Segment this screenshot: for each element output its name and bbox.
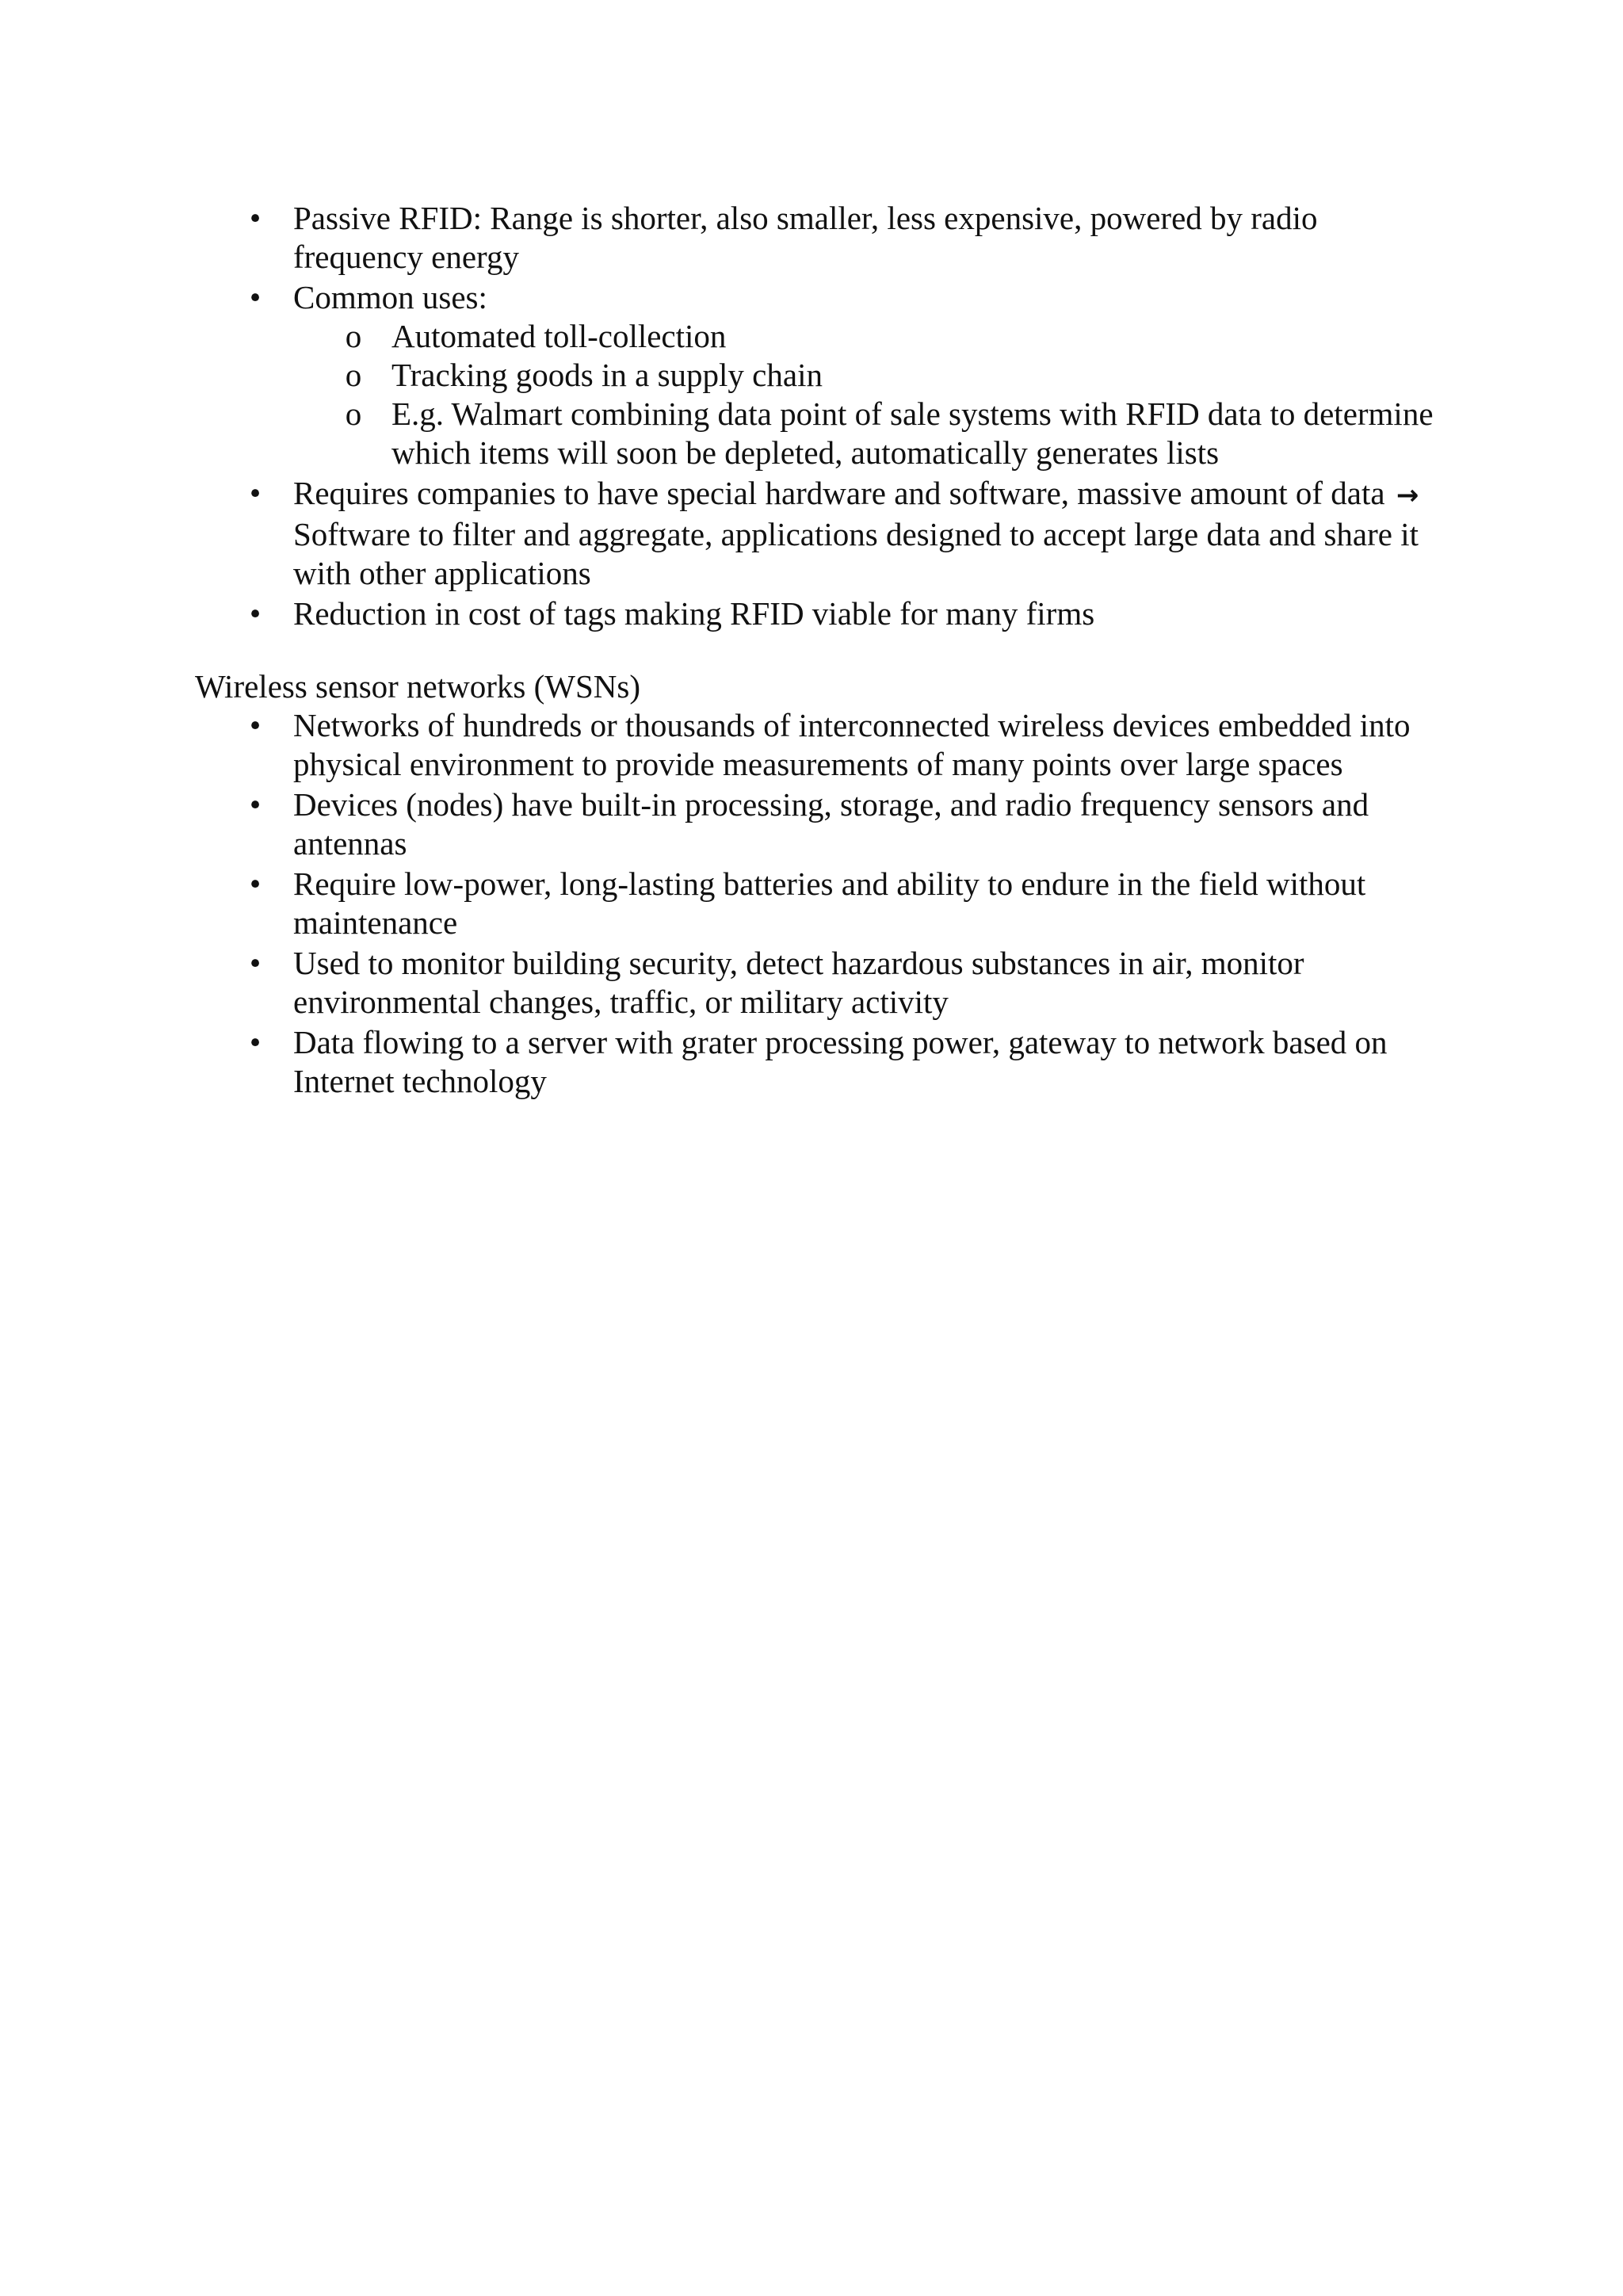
bullet-marker: • [249,595,262,632]
bullet-marker: • [249,945,262,981]
wsn-bullet-list [195,706,1447,1101]
sub-bullet-marker: o [345,395,362,432]
bullet-marker: • [249,786,262,823]
list-item [249,474,1447,593]
sub-list-item-text: E.g. Walmart combining data point of sale systems with RFID data to determine which items will soon be depleted, automatically generates lists [391,395,1434,471]
list-item-text: Devices (nodes) have built-in processing, storage, and radio frequency sensors and antennas [293,786,1369,861]
list-item-text: Reduction in cost of tags making RFID viable for many firms [293,595,1095,632]
bullet-marker: • [249,865,262,902]
sub-list-item [345,356,1447,395]
wsn-section [195,667,1447,1102]
bullet-marker: • [249,200,262,236]
list-item [249,785,1447,863]
section-heading: Wireless sensor networks (WSNs) [195,668,640,705]
list-item [249,1023,1447,1101]
rfid-bullet-list [195,199,1447,633]
list-item [249,706,1447,784]
sub-list-item-text: Tracking goods in a supply chain [391,357,823,393]
list-item-text: Passive RFID: Range is shorter, also smaller, less expensive, powered by radio frequency energy [293,200,1318,275]
sub-list-item [345,317,1447,356]
bullet-marker: • [249,707,262,743]
list-item-text-before-arrow: Requires companies to have special hardware and software, massive amount of data [293,475,1393,511]
right-arrow-icon: → [1396,479,1419,511]
list-item-text: Networks of hundreds or thousands of interconnected wireless devices embedded into physical environment to provide measurements of many points over large spaces [293,707,1411,782]
sub-list-item-text: Automated toll-collection [391,318,727,354]
list-item-text: Common uses: [293,279,487,315]
bullet-marker: • [249,279,262,315]
list-item [249,278,1447,472]
sub-bullet-marker: o [345,318,362,354]
list-item [249,199,1447,277]
bullet-marker: • [249,475,262,511]
sub-list-item [345,395,1447,472]
bullet-marker: • [249,1024,262,1060]
list-item [249,594,1447,633]
list-item-text: Data flowing to a server with grater processing power, gateway to network based on Internet technology [293,1024,1388,1099]
list-item [249,944,1447,1022]
list-item-text: Require low-power, long-lasting batteries and ability to endure in the field without maintenance [293,865,1366,941]
list-item-text-after-arrow: Software to filter and aggregate, applications designed to accept large data and share it with other applications [293,516,1419,591]
sub-bullet-marker: o [345,357,362,393]
common-uses-sublist [293,317,1447,472]
rfid-section [195,199,1447,635]
list-item-text: Used to monitor building security, detect hazardous substances in air, monitor environmental changes, traffic, or military activity [293,945,1304,1020]
list-item [249,865,1447,942]
